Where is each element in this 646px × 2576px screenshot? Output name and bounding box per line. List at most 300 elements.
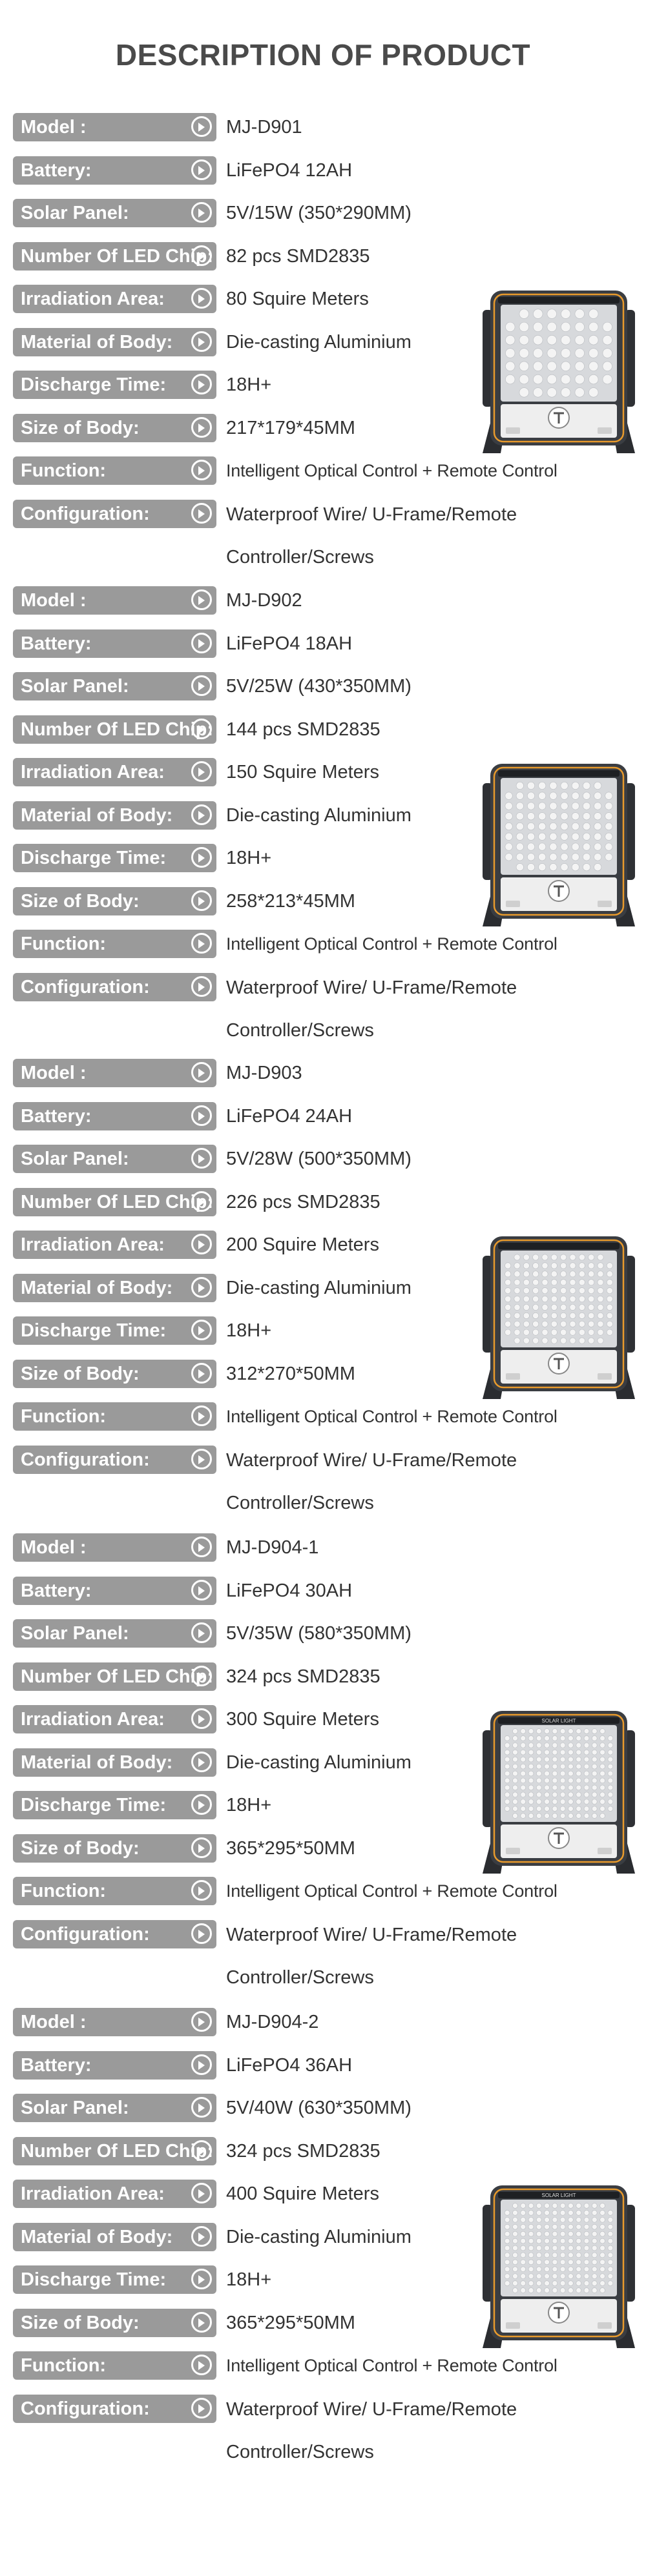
led-chip	[568, 1771, 573, 1776]
chevron-right-circle-icon	[191, 1406, 212, 1426]
led-chip	[528, 1792, 534, 1797]
led-chip	[592, 2238, 597, 2244]
spec-row-led-chip	[0, 1181, 646, 1224]
lamp-top-label: SOLAR LIGHT	[541, 2193, 576, 2198]
led-chip	[561, 1296, 567, 1302]
led-chip	[505, 1296, 511, 1302]
led-chip	[521, 1785, 526, 1790]
chevron-right-circle-icon	[191, 202, 212, 223]
spec-label	[13, 156, 216, 185]
spec-label-text: Battery:	[21, 159, 92, 181]
led-chip	[603, 322, 612, 332]
led-chip	[512, 1814, 517, 1819]
led-chip	[528, 1806, 534, 1812]
spec-value: 217*179*45MM	[226, 417, 355, 438]
led-chip	[592, 2274, 597, 2279]
led-chip	[592, 1785, 597, 1790]
spec-value: LiFePO4 30AH	[226, 1580, 353, 1601]
led-chip	[592, 1743, 597, 1748]
led-chip	[594, 782, 601, 789]
led-chip	[598, 1263, 603, 1269]
led-chip	[505, 362, 515, 371]
led-chip	[560, 1764, 565, 1769]
led-chip	[512, 2260, 517, 2265]
led-chip	[600, 2267, 605, 2272]
led-chip	[528, 1799, 534, 1804]
led-chip	[560, 1778, 565, 1783]
led-chip	[533, 335, 543, 345]
led-chip	[512, 1735, 517, 1741]
led-chip	[570, 1254, 576, 1260]
led-chip	[600, 1814, 605, 1819]
spec-value: Die-casting Aluminium	[226, 1277, 412, 1298]
led-chip	[528, 2281, 534, 2286]
led-chip	[600, 1764, 605, 1769]
led-chip	[528, 1785, 534, 1790]
led-chip	[560, 1750, 565, 1755]
led-chip	[527, 863, 534, 870]
led-chip	[568, 2281, 573, 2286]
led-chip	[589, 1280, 594, 1285]
led-chip	[570, 1263, 576, 1269]
led-chip	[572, 843, 579, 850]
led-chip	[608, 1799, 613, 1804]
led-chip	[552, 2217, 557, 2222]
led-chip	[552, 2210, 557, 2215]
chevron-right-circle-icon	[191, 2054, 212, 2075]
led-chip	[561, 1321, 567, 1327]
led-chip	[523, 1338, 529, 1344]
led-chip	[521, 1799, 526, 1804]
solar-flood-light-image	[481, 757, 636, 938]
led-chip	[519, 349, 529, 358]
led-chip	[516, 863, 523, 870]
led-chip	[600, 1806, 605, 1812]
led-chip	[505, 1329, 511, 1335]
led-chip	[505, 1785, 510, 1790]
spec-label	[13, 456, 216, 485]
led-chip	[519, 322, 529, 332]
spec-row-solar-panel	[0, 666, 646, 708]
led-chip	[533, 1313, 539, 1318]
led-chip	[592, 1806, 597, 1812]
led-chip	[589, 309, 598, 319]
chevron-right-circle-icon	[191, 288, 212, 309]
led-chip	[505, 1743, 510, 1748]
spec-label-text: Number Of LED Chip:	[21, 2140, 214, 2162]
spec-label-text: Model :	[21, 1537, 87, 1558]
spec-label-text: Irradiation Area:	[21, 289, 165, 309]
led-chip	[607, 1296, 612, 1302]
led-chip	[551, 1254, 557, 1260]
led-chip	[561, 813, 568, 820]
spec-row-battery	[0, 2045, 646, 2087]
led-chip	[551, 1271, 557, 1277]
led-chip	[542, 1304, 548, 1310]
led-chip	[560, 1785, 565, 1790]
spec-label-text: Irradiation Area:	[21, 1709, 165, 1730]
led-chip	[568, 2274, 573, 2279]
spec-label-text: Number Of LED Chip:	[21, 719, 214, 740]
led-chip	[552, 2260, 557, 2265]
led-chip	[547, 388, 557, 398]
led-chip	[584, 1764, 589, 1769]
led-chip	[561, 349, 570, 358]
led-chip	[550, 823, 557, 830]
led-chip	[512, 2238, 517, 2244]
spec-value: 5V/25W (430*350MM)	[226, 676, 412, 697]
chevron-right-circle-icon	[191, 847, 212, 868]
led-chip	[542, 1296, 548, 1302]
led-chip	[512, 1764, 517, 1769]
product-image	[481, 2179, 636, 2360]
spec-label	[13, 1059, 216, 1087]
led-chip	[560, 2231, 565, 2236]
led-chip	[584, 1799, 589, 1804]
spec-value: 324 pcs SMD2835	[226, 1666, 380, 1687]
led-chip	[545, 2267, 550, 2272]
led-chip	[514, 1263, 520, 1269]
led-chip	[584, 2267, 589, 2272]
spec-label-text: Size of Body:	[21, 1363, 140, 1384]
led-chip	[505, 2245, 510, 2251]
spec-value: LiFePO4 36AH	[226, 2054, 353, 2076]
led-chip	[600, 2253, 605, 2258]
led-chip	[521, 2245, 526, 2251]
led-chip	[568, 1778, 573, 1783]
led-chip	[542, 1287, 548, 1293]
led-chip	[575, 322, 585, 332]
led-chip	[533, 1321, 539, 1327]
chevron-right-circle-icon	[191, 2355, 212, 2375]
led-chip	[545, 2260, 550, 2265]
spec-value: 5V/35W (580*350MM)	[226, 1623, 412, 1644]
spec-value: Die-casting Aluminium	[226, 331, 412, 353]
spec-row-solar-panel	[0, 192, 646, 235]
led-chip	[545, 2203, 550, 2209]
chevron-right-circle-icon	[191, 245, 212, 266]
led-chip	[560, 2238, 565, 2244]
led-chip	[528, 1729, 534, 1734]
led-chip	[603, 374, 612, 384]
led-chip	[533, 1329, 539, 1335]
spec-label	[13, 1748, 216, 1777]
spec-label	[13, 285, 216, 313]
led-chip	[536, 1814, 541, 1819]
chevron-right-circle-icon	[191, 2011, 212, 2032]
led-chip	[568, 2224, 573, 2229]
led-chip	[505, 374, 515, 384]
spec-row-model	[0, 580, 646, 622]
led-chip	[539, 792, 546, 799]
chevron-right-circle-icon	[191, 460, 212, 480]
led-chip	[561, 1304, 567, 1310]
chevron-right-circle-icon	[191, 1062, 212, 1083]
led-chip	[600, 1735, 605, 1741]
led-chip	[584, 2203, 589, 2209]
led-chip	[607, 1280, 612, 1285]
led-chip	[551, 1338, 557, 1344]
chevron-right-circle-icon	[191, 1837, 212, 1858]
led-chip	[600, 1778, 605, 1783]
spec-label-text: Discharge Time:	[21, 1320, 167, 1341]
led-chip	[539, 863, 546, 870]
led-chip	[584, 2217, 589, 2222]
led-chip	[528, 2238, 534, 2244]
sensor-window-right	[598, 901, 612, 907]
led-chip	[584, 2210, 589, 2215]
led-chip	[552, 2203, 557, 2209]
led-chip	[545, 2238, 550, 2244]
led-chip	[589, 1263, 594, 1269]
product-image	[481, 284, 636, 465]
led-chip	[521, 2224, 526, 2229]
led-chip	[584, 1729, 589, 1734]
led-chip	[519, 388, 529, 398]
led-chip	[542, 1280, 548, 1285]
led-chip	[552, 1771, 557, 1776]
led-chip	[608, 1785, 613, 1790]
spec-label-text: Model :	[21, 590, 87, 611]
led-chip	[550, 792, 557, 799]
spec-label-text: Model :	[21, 2012, 87, 2032]
led-chip	[542, 1254, 548, 1260]
led-chip	[589, 1287, 594, 1293]
led-chip	[505, 1271, 511, 1277]
led-chip	[536, 1764, 541, 1769]
led-panel	[501, 1725, 617, 1822]
led-chip	[607, 1287, 612, 1293]
led-chip	[539, 802, 546, 810]
led-chip	[605, 833, 612, 840]
led-chip	[561, 1338, 567, 1344]
spec-label	[13, 887, 216, 915]
spec-row-configuration	[0, 1914, 646, 1988]
led-chip	[512, 2224, 517, 2229]
led-chip	[600, 2274, 605, 2279]
spec-label-text: Material of Body:	[21, 2226, 173, 2247]
led-chip	[598, 1254, 603, 1260]
led-chip	[561, 1313, 567, 1318]
spec-label-text: Model :	[21, 1063, 87, 1083]
spec-value: 5V/28W (500*350MM)	[226, 1149, 412, 1169]
led-chip	[576, 2245, 581, 2251]
led-chip	[589, 1271, 594, 1277]
led-chip	[545, 2231, 550, 2236]
spec-label	[13, 715, 216, 744]
led-chip	[536, 2274, 541, 2279]
led-chip	[536, 1792, 541, 1797]
spec-value: MJ-D902	[226, 590, 302, 611]
led-chip	[568, 1799, 573, 1804]
led-chip	[584, 2260, 589, 2265]
led-chip	[536, 2267, 541, 2272]
led-chip	[505, 335, 515, 345]
product-section	[0, 1052, 646, 1511]
led-chip	[584, 2245, 589, 2251]
spec-label-text: Configuration:	[21, 1449, 150, 1470]
led-chip	[514, 1304, 520, 1310]
led-chip	[598, 1338, 603, 1344]
spec-label-text: Function:	[21, 460, 107, 481]
led-chip	[568, 2245, 573, 2251]
led-chip	[584, 2288, 589, 2293]
led-chip	[598, 1329, 603, 1335]
chevron-right-circle-icon	[191, 633, 212, 653]
spec-label	[13, 1145, 216, 1173]
spec-label-text: Irradiation Area:	[21, 1234, 165, 1255]
spec-value: 18H+	[226, 2269, 272, 2290]
led-chip	[512, 1778, 517, 1783]
led-chip	[519, 374, 529, 384]
led-chip	[608, 2253, 613, 2258]
led-chip	[594, 802, 601, 810]
led-chip	[539, 843, 546, 850]
led-chip	[552, 1814, 557, 1819]
led-chip	[505, 2274, 510, 2279]
spec-label-text: Solar Panel:	[21, 2098, 129, 2118]
spec-value: 324 pcs SMD2835	[226, 2140, 380, 2162]
chevron-right-circle-icon	[191, 2183, 212, 2203]
led-chip	[608, 1757, 613, 1762]
spec-value: Intelligent Optical Control + Remote Control	[226, 2356, 557, 2375]
led-chip	[545, 2224, 550, 2229]
spec-label-text: Material of Body:	[21, 1277, 173, 1298]
led-chip	[533, 1280, 539, 1285]
led-chip	[584, 1750, 589, 1755]
led-chip	[560, 1799, 565, 1804]
led-chip	[505, 1792, 510, 1797]
spec-value: 18H+	[226, 1795, 272, 1815]
led-chip	[528, 2203, 534, 2209]
spec-row-model	[0, 1527, 646, 1569]
led-chip	[603, 349, 612, 358]
led-chip	[533, 322, 543, 332]
led-chip	[608, 1806, 613, 1812]
led-chip	[505, 322, 515, 332]
led-chip	[598, 1287, 603, 1293]
led-chip	[512, 2217, 517, 2222]
led-chip	[576, 2260, 581, 2265]
led-chip	[592, 1792, 597, 1797]
led-chip	[589, 349, 598, 358]
spec-value: Intelligent Optical Control + Remote Control	[226, 461, 557, 480]
led-chip	[576, 2253, 581, 2258]
sensor-window-right	[598, 2322, 612, 2329]
led-chip	[551, 1313, 557, 1318]
spec-label	[13, 414, 216, 442]
led-chip	[521, 1750, 526, 1755]
led-chip	[603, 362, 612, 371]
led-chip	[523, 1271, 529, 1277]
led-chip	[552, 1757, 557, 1762]
led-chip	[545, 1743, 550, 1748]
led-chip	[608, 2274, 613, 2279]
spec-value: Waterproof Wire/ U-Frame/Remote Controller/Screws	[226, 504, 517, 567]
led-chip	[527, 792, 534, 799]
led-chip	[608, 2260, 613, 2265]
led-chip	[523, 1304, 529, 1310]
led-panel	[501, 305, 617, 402]
spec-row-battery	[0, 1570, 646, 1613]
chevron-right-circle-icon	[191, 116, 212, 137]
led-chip	[523, 1254, 529, 1260]
led-chip	[584, 1743, 589, 1748]
sensor-window-left	[506, 901, 520, 907]
led-chip	[561, 854, 568, 861]
chevron-right-circle-icon	[191, 589, 212, 610]
spec-label-text: Battery:	[21, 1105, 92, 1127]
led-chip	[576, 2274, 581, 2279]
spec-label	[13, 2351, 216, 2380]
spec-label-text: Material of Body:	[21, 1752, 173, 1773]
led-chip	[608, 1771, 613, 1776]
led-chip	[533, 1304, 539, 1310]
led-chip	[594, 823, 601, 830]
chevron-right-circle-icon	[191, 1234, 212, 1254]
chevron-right-circle-icon	[191, 1363, 212, 1384]
led-chip	[528, 2231, 534, 2236]
chevron-right-circle-icon	[191, 976, 212, 997]
led-chip	[579, 1287, 585, 1293]
led-chip	[512, 1785, 517, 1790]
led-chip	[521, 2210, 526, 2215]
led-chip	[607, 1271, 612, 1277]
chevron-right-circle-icon	[191, 804, 212, 825]
led-chip	[560, 2274, 565, 2279]
spec-value: MJ-D904-1	[226, 1537, 319, 1558]
led-chip	[528, 1750, 534, 1755]
led-chip	[519, 309, 529, 319]
spec-label	[13, 1533, 216, 1562]
spec-label-text: Material of Body:	[21, 804, 173, 826]
led-chip	[592, 2288, 597, 2293]
led-chip	[536, 2260, 541, 2265]
led-chip	[572, 823, 579, 830]
led-chip	[576, 1764, 581, 1769]
spec-value: Intelligent Optical Control + Remote Control	[226, 934, 557, 954]
led-chip	[551, 1329, 557, 1335]
led-chip	[576, 1799, 581, 1804]
led-chip	[514, 1280, 520, 1285]
led-chip	[579, 1280, 585, 1285]
spec-label-text: Discharge Time:	[21, 848, 167, 868]
led-chip	[519, 362, 529, 371]
led-chip	[528, 2245, 534, 2251]
led-chip	[545, 1735, 550, 1741]
spec-label	[13, 328, 216, 356]
led-chip	[505, 843, 512, 850]
led-chip	[579, 1321, 585, 1327]
led-chip	[568, 1729, 573, 1734]
spec-label-text: Function:	[21, 934, 107, 954]
led-chip	[589, 1321, 594, 1327]
led-chip	[545, 1750, 550, 1755]
led-chip	[505, 1764, 510, 1769]
led-chip	[605, 792, 612, 799]
led-chip	[539, 782, 546, 789]
led-chip	[536, 1778, 541, 1783]
led-chip	[576, 1750, 581, 1755]
led-chip	[536, 2231, 541, 2236]
spec-label	[13, 930, 216, 958]
led-chip	[561, 802, 568, 810]
spec-label-text: Function:	[21, 2355, 107, 2376]
led-chip	[579, 1296, 585, 1302]
led-chip	[594, 813, 601, 820]
spec-label	[13, 2223, 216, 2251]
led-chip	[607, 1304, 612, 1310]
